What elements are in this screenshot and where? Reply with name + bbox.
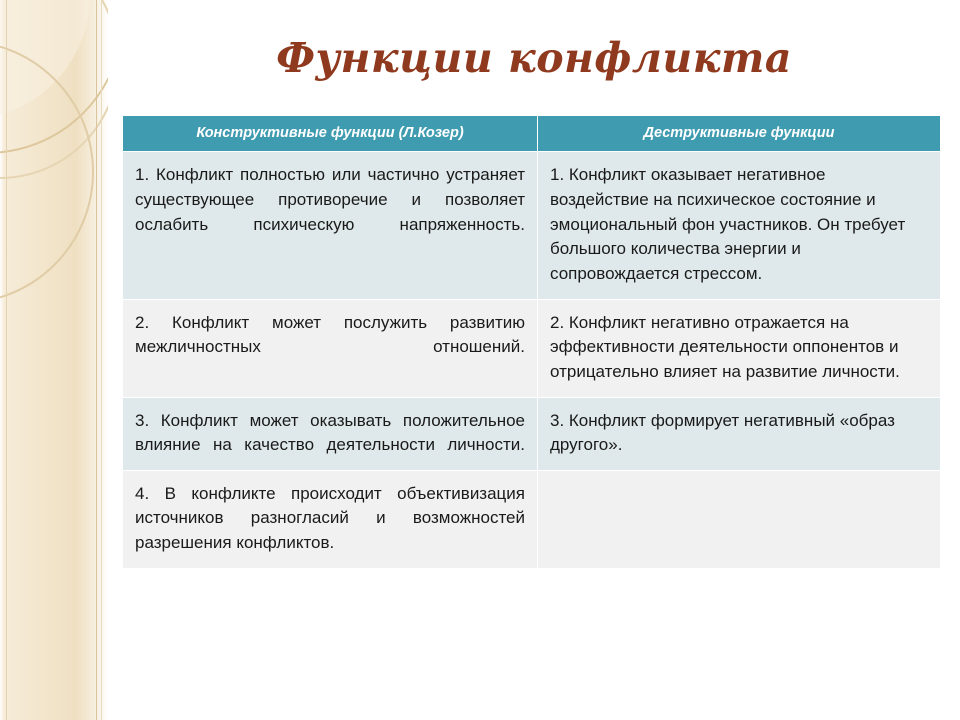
cell-destructive-1: 1. Конфликт оказывает негативное воздействие на психическое состояние и эмоциональный фон участников. Он требует большого количества энергии и сопровождается стрессом. bbox=[538, 152, 941, 299]
cell-constructive-2: 2. Конфликт может послужить развитию межличностных отношений. bbox=[123, 299, 538, 397]
table-header-row bbox=[123, 116, 941, 152]
table-header-constructive: Конструктивные функции (Л.Козер) bbox=[123, 116, 538, 152]
table-row bbox=[123, 397, 941, 470]
table-row bbox=[123, 470, 941, 568]
cell-destructive-3: 3. Конфликт формирует негативный «образ другого». bbox=[538, 397, 941, 470]
cell-destructive-2: 2. Конфликт негативно отражается на эффективности деятельности оппонентов и отрицательно влияет на развитие личности. bbox=[538, 299, 941, 397]
band-divider-line-left bbox=[6, 0, 7, 720]
table-row bbox=[123, 152, 941, 299]
decorative-left-band bbox=[0, 0, 108, 720]
band-divider-line-outer bbox=[101, 0, 102, 720]
table-header-destructive: Деструктивные функции bbox=[538, 116, 941, 152]
page-title: Функции конфликта bbox=[276, 34, 792, 82]
cell-constructive-3: 3. Конфликт может оказывать положительное влияние на качество деятельности личности. bbox=[123, 397, 538, 470]
cell-constructive-4: 4. В конфликте происходит объективизация источников разногласий и возможностей разрешения конфликтов. bbox=[123, 470, 538, 568]
conflict-functions-table bbox=[122, 115, 941, 569]
cell-destructive-4 bbox=[538, 470, 941, 568]
functions-table-wrapper bbox=[122, 115, 940, 569]
table-row bbox=[123, 299, 941, 397]
cell-constructive-1: 1. Конфликт полностью или частично устраняет существующее противоречие и позволяет ослабить психическую напряженность. bbox=[123, 152, 538, 299]
band-divider-line-right bbox=[96, 0, 97, 720]
